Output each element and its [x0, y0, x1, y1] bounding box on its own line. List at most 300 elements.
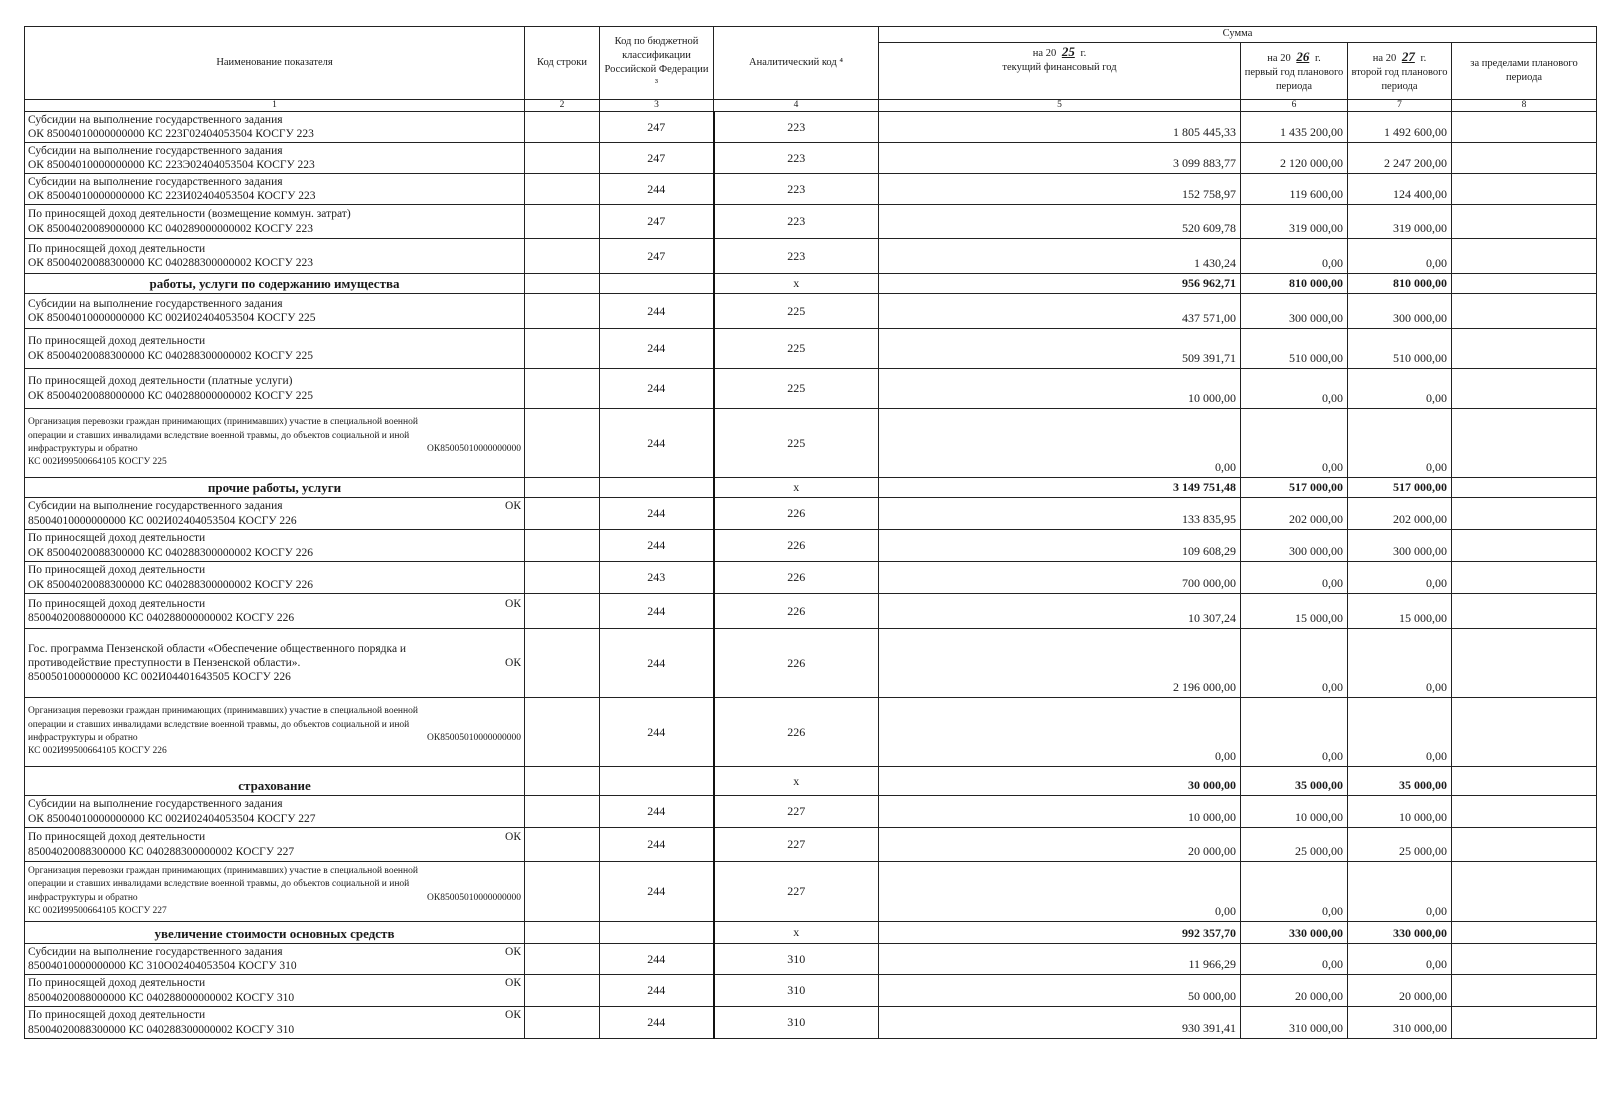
analytic-code-cell: 225 — [714, 329, 879, 369]
indicator-name-cell — [25, 274, 525, 294]
table-row — [25, 112, 1597, 143]
table-row — [25, 143, 1597, 174]
name-line: Субсидии на выполнение государственного задания — [28, 175, 283, 188]
table-row — [25, 369, 1597, 409]
header-year-current — [879, 43, 1241, 100]
sum-second-plan-year: 310 000,00 — [1348, 1007, 1452, 1039]
section-title: увеличение стоимости основных средств — [154, 926, 395, 942]
row-code-cell — [525, 174, 600, 205]
analytic-code-cell: 226 — [714, 629, 879, 698]
name-line: КС 002И99500664105 КОСГУ 227 — [28, 905, 167, 916]
indicator-name-cell — [25, 205, 525, 239]
sum-first-plan-year: 0,00 — [1241, 629, 1348, 698]
budget-code-cell: 244 — [600, 294, 714, 329]
table-row — [25, 796, 1597, 828]
name-text: По приносящей доход деятельности — [28, 831, 206, 844]
indicator-name-cell — [25, 294, 525, 329]
name-line: Субсидии на выполнение государственного задания — [28, 297, 283, 310]
name-line: По приносящей доход деятельности — [28, 532, 206, 545]
table-row — [25, 530, 1597, 562]
ok-label: ОК — [505, 597, 521, 610]
column-number-row — [25, 100, 1597, 112]
table-body — [25, 112, 1597, 1039]
sum-current-year: 700 000,00 — [879, 562, 1241, 594]
sum-first-plan-year: 0,00 — [1241, 562, 1348, 594]
analytic-code-cell: х — [714, 922, 879, 944]
sum-second-plan-year: 0,00 — [1348, 698, 1452, 767]
sum-second-plan-year: 810 000,00 — [1348, 274, 1452, 294]
sum-beyond-plan — [1452, 629, 1597, 698]
sum-beyond-plan — [1452, 369, 1597, 409]
sum-current-year: 992 357,70 — [879, 922, 1241, 944]
indicator-name-cell — [25, 239, 525, 274]
name-line — [28, 1008, 521, 1022]
sum-second-plan-year: 0,00 — [1348, 369, 1452, 409]
table-row — [25, 1007, 1597, 1039]
analytic-code-cell: 226 — [714, 498, 879, 530]
sum-second-plan-year: 0,00 — [1348, 239, 1452, 274]
analytic-code-cell: 227 — [714, 862, 879, 922]
sum-second-plan-year: 1 492 600,00 — [1348, 112, 1452, 143]
sum-beyond-plan — [1452, 530, 1597, 562]
sum-first-plan-year: 300 000,00 — [1241, 294, 1348, 329]
column-number: 5 — [879, 100, 1241, 112]
year-prefix: на 20 — [1032, 48, 1057, 59]
name-text: По приносящей доход деятельности — [28, 1009, 206, 1022]
budget-table — [24, 26, 1597, 1039]
budget-code-cell: 244 — [600, 1007, 714, 1039]
sum-first-plan-year: 330 000,00 — [1241, 922, 1348, 944]
sum-current-year: 133 835,95 — [879, 498, 1241, 530]
year-subtitle: текущий финансовый год — [1002, 62, 1117, 74]
name-text: По приносящей доход деятельности — [28, 597, 206, 610]
name-line: ОК 85004020088000000 КС 040288000000002 КОСГУ 225 — [28, 389, 313, 402]
sum-beyond-plan — [1452, 796, 1597, 828]
sum-first-plan-year: 10 000,00 — [1241, 796, 1348, 828]
header-analytic-code: Аналитический код ⁴ — [714, 27, 879, 100]
sum-first-plan-year: 15 000,00 — [1241, 594, 1348, 629]
name-line: ОК 85004010000000000 КС 002И02404053504 КОСГУ 227 — [28, 812, 316, 825]
budget-code-cell: 247 — [600, 239, 714, 274]
sum-current-year: 152 758,97 — [879, 174, 1241, 205]
budget-code-cell — [600, 767, 714, 796]
indicator-name-cell — [25, 369, 525, 409]
sum-current-year: 3 149 751,48 — [879, 478, 1241, 498]
row-code-cell — [525, 828, 600, 862]
budget-code-cell: 244 — [600, 975, 714, 1007]
table-row — [25, 944, 1597, 975]
sum-current-year: 50 000,00 — [879, 975, 1241, 1007]
budget-code-cell: 247 — [600, 112, 714, 143]
sum-current-year: 956 962,71 — [879, 274, 1241, 294]
indicator-name-cell — [25, 112, 525, 143]
analytic-code-cell: 223 — [714, 112, 879, 143]
ok-label: ОК85005010000000000 — [427, 892, 521, 903]
year-prefix: на 20 — [1372, 52, 1397, 64]
row-code-cell — [525, 975, 600, 1007]
header-budget-code: Код по бюджетной классификации Российской Федерации ³ — [600, 27, 714, 100]
row-code-cell — [525, 862, 600, 922]
section-title: страхование — [238, 778, 311, 794]
name-text: инфраструктуры и обратно — [28, 733, 138, 743]
analytic-code-cell: 226 — [714, 530, 879, 562]
sum-beyond-plan — [1452, 498, 1597, 530]
name-line: Субсидии на выполнение государственного задания — [28, 798, 283, 811]
sum-beyond-plan — [1452, 828, 1597, 862]
sum-second-plan-year: 2 247 200,00 — [1348, 143, 1452, 174]
sum-first-plan-year: 0,00 — [1241, 409, 1348, 478]
name-text: Субсидии на выполнение государственного задания — [28, 500, 283, 513]
name-line: ОК 85004020088300000 КС 040288300000002 КОСГУ 226 — [28, 578, 313, 591]
row-code-cell — [525, 767, 600, 796]
name-line — [28, 976, 521, 990]
sum-first-plan-year: 0,00 — [1241, 239, 1348, 274]
column-number: 3 — [600, 100, 714, 112]
column-number: 6 — [1241, 100, 1348, 112]
name-line: Организация перевозки граждан принимающих (принимавших) участие в специальной военной — [28, 865, 418, 876]
sum-first-plan-year: 300 000,00 — [1241, 530, 1348, 562]
indicator-name-cell — [25, 530, 525, 562]
table-row — [25, 329, 1597, 369]
table-row — [25, 862, 1597, 922]
analytic-code-cell: 226 — [714, 698, 879, 767]
name-line: ОК 85004010000000000 КС 002И02404053504 КОСГУ 225 — [28, 312, 316, 324]
row-code-cell — [525, 498, 600, 530]
budget-code-cell: 244 — [600, 862, 714, 922]
name-line: КС 002И99500664105 КОСГУ 225 — [28, 457, 167, 468]
sum-first-plan-year: 310 000,00 — [1241, 1007, 1348, 1039]
analytic-code-cell: х — [714, 274, 879, 294]
sum-beyond-plan — [1452, 294, 1597, 329]
name-line: По приносящей доход деятельности (возмещение коммун. затрат) — [28, 208, 351, 221]
ok-label: ОК — [505, 656, 521, 669]
year-suffix: г. — [1314, 52, 1321, 64]
table-row — [25, 239, 1597, 274]
name-line: операции и ставших инвалидами вследствие военной травмы, до объектов социальной и иной — [28, 879, 410, 890]
budget-code-cell — [600, 274, 714, 294]
budget-table-sheet — [24, 26, 1597, 1039]
name-line — [28, 499, 521, 513]
sum-beyond-plan — [1452, 1007, 1597, 1039]
analytic-code-cell: 310 — [714, 975, 879, 1007]
analytic-code-cell: х — [714, 478, 879, 498]
name-line: операции и ставших инвалидами вследствие военной травмы, до объектов социальной и иной — [28, 719, 410, 730]
name-line: КС 002И99500664105 КОСГУ 226 — [28, 746, 167, 757]
name-line — [28, 732, 521, 745]
row-code-cell — [525, 922, 600, 944]
sum-beyond-plan — [1452, 562, 1597, 594]
table-row — [25, 629, 1597, 698]
row-code-cell — [525, 205, 600, 239]
analytic-code-cell: 310 — [714, 1007, 879, 1039]
sum-beyond-plan — [1452, 112, 1597, 143]
budget-code-cell — [600, 922, 714, 944]
sum-first-plan-year: 810 000,00 — [1241, 274, 1348, 294]
name-line: ОК 85004020088300000 КС 040288300000002 КОСГУ 226 — [28, 546, 313, 559]
name-text: Субсидии на выполнение государственного задания — [28, 945, 283, 958]
name-line: ОК 85004020088300000 КС 040288300000002 КОСГУ 225 — [28, 349, 313, 362]
table-row — [25, 205, 1597, 239]
name-line: 85004020088300000 КС 040288300000002 КОСГУ 227 — [28, 845, 295, 858]
header-indicator-name: Наименование показателя — [25, 27, 525, 100]
budget-code-cell — [600, 478, 714, 498]
sum-first-plan-year: 35 000,00 — [1241, 767, 1348, 796]
sum-first-plan-year: 20 000,00 — [1241, 975, 1348, 1007]
name-line: ОК 85004020089000000 КС 040289000000002 КОСГУ 223 — [28, 222, 313, 235]
name-line: 85004020088000000 КС 040288000000002 КОСГУ 310 — [28, 991, 295, 1004]
column-number: 8 — [1452, 100, 1597, 112]
sum-second-plan-year: 510 000,00 — [1348, 329, 1452, 369]
sum-beyond-plan — [1452, 698, 1597, 767]
sum-current-year: 10 000,00 — [879, 796, 1241, 828]
sum-beyond-plan — [1452, 767, 1597, 796]
row-code-cell — [525, 944, 600, 975]
year-value: 26 — [1296, 48, 1310, 64]
column-number: 1 — [25, 100, 525, 112]
column-number: 7 — [1348, 100, 1452, 112]
sum-current-year: 509 391,71 — [879, 329, 1241, 369]
sum-second-plan-year: 25 000,00 — [1348, 828, 1452, 862]
sum-first-plan-year: 517 000,00 — [1241, 478, 1348, 498]
name-line — [28, 443, 521, 456]
sum-second-plan-year: 0,00 — [1348, 562, 1452, 594]
sum-first-plan-year: 119 600,00 — [1241, 174, 1348, 205]
sum-beyond-plan — [1452, 862, 1597, 922]
budget-code-cell: 244 — [600, 498, 714, 530]
name-line — [28, 892, 521, 905]
year-subtitle: первый год планового периода — [1244, 66, 1344, 93]
indicator-name-cell — [25, 922, 525, 944]
table-row — [25, 274, 1597, 294]
analytic-code-cell: 226 — [714, 594, 879, 629]
indicator-name-cell — [25, 629, 525, 698]
ok-label: ОК85005010000000000 — [427, 444, 521, 454]
sum-second-plan-year: 0,00 — [1348, 629, 1452, 698]
name-line: 85004020088000000 КС 040288000000002 КОСГУ 226 — [28, 612, 295, 624]
year-value: 25 — [1061, 44, 1075, 59]
sum-second-plan-year: 0,00 — [1348, 409, 1452, 478]
analytic-code-cell: 223 — [714, 205, 879, 239]
column-number: 4 — [714, 100, 879, 112]
sum-current-year: 3 099 883,77 — [879, 143, 1241, 174]
budget-code-cell: 244 — [600, 409, 714, 478]
name-line: ОК 85004020088300000 КС 040288300000002 КОСГУ 223 — [28, 257, 313, 269]
name-line — [28, 945, 521, 959]
indicator-name-cell — [25, 944, 525, 975]
sum-second-plan-year: 202 000,00 — [1348, 498, 1452, 530]
sum-first-plan-year: 2 120 000,00 — [1241, 143, 1348, 174]
indicator-name-cell — [25, 498, 525, 530]
analytic-code-cell: 225 — [714, 294, 879, 329]
analytic-code-cell: 223 — [714, 239, 879, 274]
indicator-name-cell — [25, 174, 525, 205]
table-row — [25, 828, 1597, 862]
sum-beyond-plan — [1452, 205, 1597, 239]
name-line: ОК 85004010000000000 КС 223Г02404053504 КОСГУ 223 — [28, 128, 314, 140]
sum-current-year: 1 805 445,33 — [879, 112, 1241, 143]
name-line — [28, 656, 521, 670]
sum-first-plan-year: 202 000,00 — [1241, 498, 1348, 530]
indicator-name-cell — [25, 698, 525, 767]
sum-beyond-plan — [1452, 329, 1597, 369]
table-row — [25, 767, 1597, 796]
row-code-cell — [525, 239, 600, 274]
sum-second-plan-year: 10 000,00 — [1348, 796, 1452, 828]
name-line: операции и ставших инвалидами вследствие военной травмы, до объектов социальной и иной — [28, 430, 410, 441]
analytic-code-cell: 223 — [714, 174, 879, 205]
row-code-cell — [525, 796, 600, 828]
budget-code-cell: 244 — [600, 594, 714, 629]
name-line: Субсидии на выполнение государственного задания — [28, 113, 283, 126]
header-year-second-plan — [1348, 43, 1452, 100]
table-row — [25, 562, 1597, 594]
indicator-name-cell — [25, 767, 525, 796]
budget-code-cell: 244 — [600, 329, 714, 369]
sum-second-plan-year: 20 000,00 — [1348, 975, 1452, 1007]
name-text: инфраструктуры и обратно — [28, 444, 138, 454]
budget-code-cell: 244 — [600, 944, 714, 975]
budget-code-cell: 244 — [600, 174, 714, 205]
sum-first-plan-year: 510 000,00 — [1241, 329, 1348, 369]
sum-first-plan-year: 0,00 — [1241, 698, 1348, 767]
table-row — [25, 409, 1597, 478]
indicator-name-cell — [25, 1007, 525, 1039]
row-code-cell — [525, 629, 600, 698]
budget-code-cell: 244 — [600, 828, 714, 862]
sum-beyond-plan — [1452, 143, 1597, 174]
sum-beyond-plan — [1452, 409, 1597, 478]
sum-beyond-plan — [1452, 922, 1597, 944]
name-line — [28, 597, 521, 611]
section-title: работы, услуги по содержанию имущества — [149, 276, 400, 292]
table-row — [25, 498, 1597, 530]
budget-code-cell: 244 — [600, 530, 714, 562]
budget-code-cell: 243 — [600, 562, 714, 594]
name-line: 8500501000000000 КС 002И04401643505 КОСГУ 226 — [28, 671, 291, 683]
indicator-name-cell — [25, 409, 525, 478]
name-line: По приносящей доход деятельности — [28, 335, 206, 348]
analytic-code-cell: 223 — [714, 143, 879, 174]
name-line: 85004010000000000 КС 002И02404053504 КОСГУ 226 — [28, 514, 297, 527]
name-line: По приносящей доход деятельности — [28, 564, 206, 577]
sum-first-plan-year: 0,00 — [1241, 369, 1348, 409]
sum-current-year: 0,00 — [879, 698, 1241, 767]
sum-current-year: 10 307,24 — [879, 594, 1241, 629]
sum-second-plan-year: 0,00 — [1348, 944, 1452, 975]
sum-second-plan-year: 15 000,00 — [1348, 594, 1452, 629]
row-code-cell — [525, 369, 600, 409]
sum-current-year: 1 430,24 — [879, 239, 1241, 274]
budget-code-cell: 244 — [600, 796, 714, 828]
sum-current-year: 30 000,00 — [879, 767, 1241, 796]
indicator-name-cell — [25, 828, 525, 862]
analytic-code-cell: 225 — [714, 409, 879, 478]
header-row-code: Код строки — [525, 27, 600, 100]
ok-label: ОК — [505, 1009, 521, 1022]
sum-second-plan-year: 124 400,00 — [1348, 174, 1452, 205]
sum-current-year: 109 608,29 — [879, 530, 1241, 562]
sum-first-plan-year: 319 000,00 — [1241, 205, 1348, 239]
table-row — [25, 478, 1597, 498]
name-line: Организация перевозки граждан принимающих (принимавших) участие в специальной военной — [28, 706, 418, 717]
name-line: Субсидии на выполнение государственного задания — [28, 144, 283, 157]
ok-label: ОК — [505, 831, 521, 844]
column-number: 2 — [525, 100, 600, 112]
ok-label: ОК — [505, 500, 521, 513]
budget-code-cell: 244 — [600, 698, 714, 767]
sum-current-year: 520 609,78 — [879, 205, 1241, 239]
row-code-cell — [525, 1007, 600, 1039]
header-year-first-plan — [1241, 43, 1348, 100]
sum-current-year: 930 391,41 — [879, 1007, 1241, 1039]
analytic-code-cell: х — [714, 767, 879, 796]
row-code-cell — [525, 274, 600, 294]
sum-beyond-plan — [1452, 594, 1597, 629]
row-code-cell — [525, 530, 600, 562]
table-row — [25, 294, 1597, 329]
year-suffix: г. — [1080, 48, 1087, 59]
budget-code-cell: 247 — [600, 143, 714, 174]
name-line: ОК 85004010000000000 КС 223Э02404053504 КОСГУ 223 — [28, 159, 315, 171]
table-row — [25, 975, 1597, 1007]
ok-label: ОК85005010000000000 — [427, 733, 521, 743]
indicator-name-cell — [25, 594, 525, 629]
section-title: прочие работы, услуги — [207, 480, 342, 496]
header-beyond-plan: за пределами планового периода — [1452, 43, 1597, 100]
sum-beyond-plan — [1452, 944, 1597, 975]
row-code-cell — [525, 562, 600, 594]
budget-code-cell: 247 — [600, 205, 714, 239]
name-text: По приносящей доход деятельности — [28, 977, 206, 990]
indicator-name-cell — [25, 562, 525, 594]
indicator-name-cell — [25, 796, 525, 828]
row-code-cell — [525, 594, 600, 629]
sum-current-year: 20 000,00 — [879, 828, 1241, 862]
sum-current-year: 0,00 — [879, 862, 1241, 922]
name-line: 85004020088300000 КС 040288300000002 КОСГУ 310 — [28, 1023, 295, 1036]
name-line: Гос. программа Пензенской области «Обеспечение общественного порядка и — [28, 642, 407, 655]
row-code-cell — [525, 409, 600, 478]
sum-first-plan-year: 0,00 — [1241, 944, 1348, 975]
sum-beyond-plan — [1452, 274, 1597, 294]
indicator-name-cell — [25, 478, 525, 498]
budget-code-cell: 244 — [600, 629, 714, 698]
year-prefix: на 20 — [1267, 52, 1291, 64]
name-line: ОК 85004010000000000 КС 223И02404053504 КОСГУ 223 — [28, 190, 316, 202]
sum-current-year: 437 571,00 — [879, 294, 1241, 329]
sum-first-plan-year: 1 435 200,00 — [1241, 112, 1348, 143]
sum-second-plan-year: 35 000,00 — [1348, 767, 1452, 796]
row-code-cell — [525, 698, 600, 767]
sum-current-year: 2 196 000,00 — [879, 629, 1241, 698]
sum-beyond-plan — [1452, 478, 1597, 498]
sum-beyond-plan — [1452, 975, 1597, 1007]
budget-code-cell: 244 — [600, 369, 714, 409]
sum-second-plan-year: 517 000,00 — [1348, 478, 1452, 498]
name-text: инфраструктуры и обратно — [28, 892, 138, 903]
sum-current-year: 0,00 — [879, 409, 1241, 478]
ok-label: ОК — [505, 977, 521, 990]
row-code-cell — [525, 478, 600, 498]
sum-second-plan-year: 300 000,00 — [1348, 530, 1452, 562]
sum-first-plan-year: 0,00 — [1241, 862, 1348, 922]
analytic-code-cell: 227 — [714, 828, 879, 862]
analytic-code-cell: 226 — [714, 562, 879, 594]
year-suffix: г. — [1420, 52, 1427, 64]
name-line: 85004010000000000 КС 310О02404053504 КОСГУ 310 — [28, 960, 297, 972]
row-code-cell — [525, 294, 600, 329]
ok-label: ОК — [505, 945, 521, 958]
